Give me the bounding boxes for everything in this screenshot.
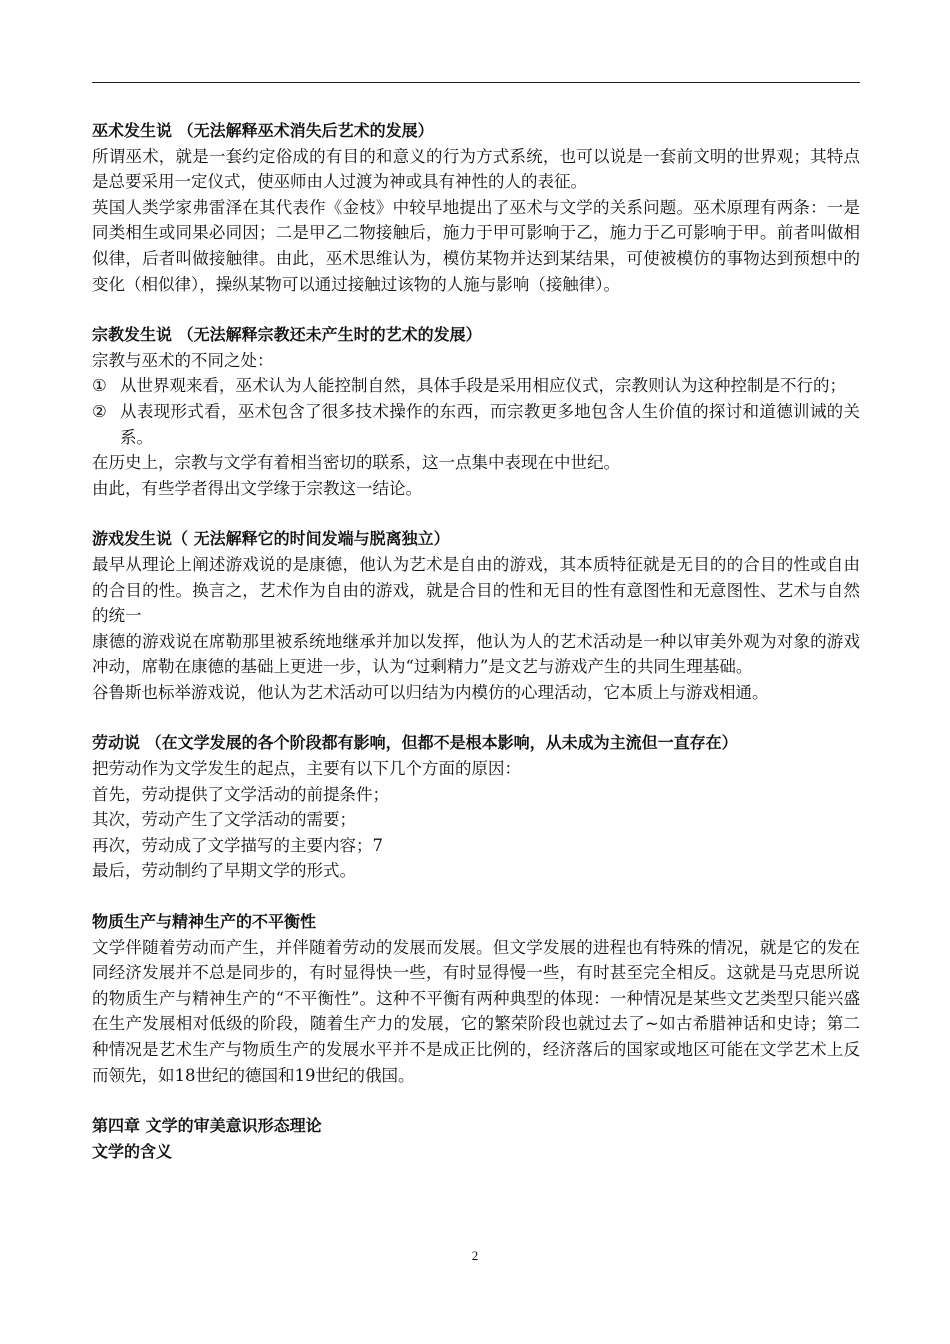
section-play <box>92 526 860 705</box>
paragraph: 所谓巫术，就是一套约定俗成的有目的和意义的行为方式系统，也可以说是一套前文明的世界观；其特点是总要采用一定仪式，使巫师由人过渡为神或具有神性的人的表征。 <box>92 146 860 192</box>
section-labor <box>92 730 860 884</box>
header-rule <box>92 82 860 83</box>
paragraph: 把劳动作为文学发生的起点，主要有以下几个方面的原因： <box>92 759 521 779</box>
list-item-text: 从世界观来看，巫术认为人能控制自然，具体手段是采用相应仪式，宗教则认为这种控制是不行的； <box>120 376 846 396</box>
list-marker: ② <box>92 401 107 421</box>
paragraph: 再次，劳动成了文学描写的主要内容；7 <box>92 835 383 855</box>
section-imbalance <box>92 909 860 1088</box>
list-marker: ① <box>92 376 107 396</box>
section-heading: 游戏发生说（ 无法解释它的时间发端与脱离独立） <box>92 529 450 549</box>
paragraph: 其次，劳动产生了文学活动的需要； <box>92 810 356 830</box>
section-heading: 劳动说 （在文学发展的各个阶段都有影响，但都不是根本影响，从未成为主流但一直存在） <box>92 733 738 753</box>
list-item <box>92 399 860 450</box>
list-item-text: 从表现形式看，巫术包含了很多技术操作的东西，而宗教更多地包含人生价值的探讨和道德训诫的关系。 <box>120 401 860 447</box>
section-witchcraft <box>92 118 860 297</box>
paragraph: 文学伴随着劳动而产生，并伴随着劳动的发展而发展。但文学发展的进程也有特殊的情况，就是它的发在同经济发展并不总是同步的，有时显得快一些，有时显得慢一些，有时甚至完全相反。这就是马克思所说的物质生产与精神生产的“不平衡性”。这种不平衡有两种典型的体现：一种情况是某些文艺类型只能兴盛在生产发展相对低级的阶段，随着生产力的发展，它的繁荣阶段也就过去了~如古希腊神话和史诗；第二种情况是艺术生产与物质生产的发展水平并不是成正比例的，经济落后的国家或地区可能在文学艺术上反而领先，如18世纪的德国和19世纪的俄国。 <box>92 937 860 1085</box>
paragraph: 康德的游戏说在席勒那里被系统地继承并加以发挥，他认为人的艺术活动是一种以审美外观为对象的游戏冲动，席勒在康德的基础上更进一步，认为“过剩精力”是文艺与游戏产生的共同生理基础。 <box>92 631 860 677</box>
chapter-block <box>92 1113 860 1164</box>
paragraph: 谷鲁斯也标举游戏说，他认为艺术活动可以归结为内模仿的心理活动，它本质上与游戏相通。 <box>92 682 769 702</box>
paragraph: 在历史上，宗教与文学有着相当密切的联系，这一点集中表现在中世纪。 <box>92 453 620 473</box>
document-body <box>92 118 860 1164</box>
section-heading: 宗教发生说 （无法解释宗教还未产生时的艺术的发展） <box>92 325 482 345</box>
paragraph: 由此，有些学者得出文学缘于宗教这一结论。 <box>92 478 422 498</box>
chapter-title: 第四章 文学的审美意识形态理论 <box>92 1116 322 1136</box>
section-religion <box>92 322 860 501</box>
paragraph: 最早从理论上阐述游戏说的是康德，他认为艺术是自由的游戏，其本质特征就是无目的的合目的性或自由的合目的性。换言之，艺术作为自由的游戏，就是合目的性和无目的性有意图性和无意图性、艺术与自然的统一 <box>92 554 860 626</box>
paragraph: 英国人类学家弗雷泽在其代表作《金枝》中较早地提出了巫术与文学的关系问题。巫术原理有两条：一是同类相生或同果必同因；二是甲乙二物接触后，施力于甲可影响于乙，施力于乙可影响于甲。前者叫做相似律，后者叫做接触律。由此，巫术思维认为，模仿某物并达到某结果，可使被模仿的事物达到预想中的变化（相似律），操纵某物可以通过接触过该物的人施与影响（接触律）。 <box>92 197 860 294</box>
section-heading: 巫术发生说 （无法解释巫术消失后艺术的发展） <box>92 121 434 140</box>
page-number: 2 <box>471 1248 479 1263</box>
list-item <box>92 373 860 399</box>
paragraph: 首先，劳动提供了文学活动的前提条件； <box>92 784 389 804</box>
paragraph: 最后，劳动制约了早期文学的形式。 <box>92 861 356 881</box>
section-heading: 物质生产与精神生产的不平衡性 <box>92 912 317 932</box>
chapter-subtitle: 文学的含义 <box>92 1141 173 1161</box>
paragraph: 宗教与巫术的不同之处： <box>92 350 274 370</box>
